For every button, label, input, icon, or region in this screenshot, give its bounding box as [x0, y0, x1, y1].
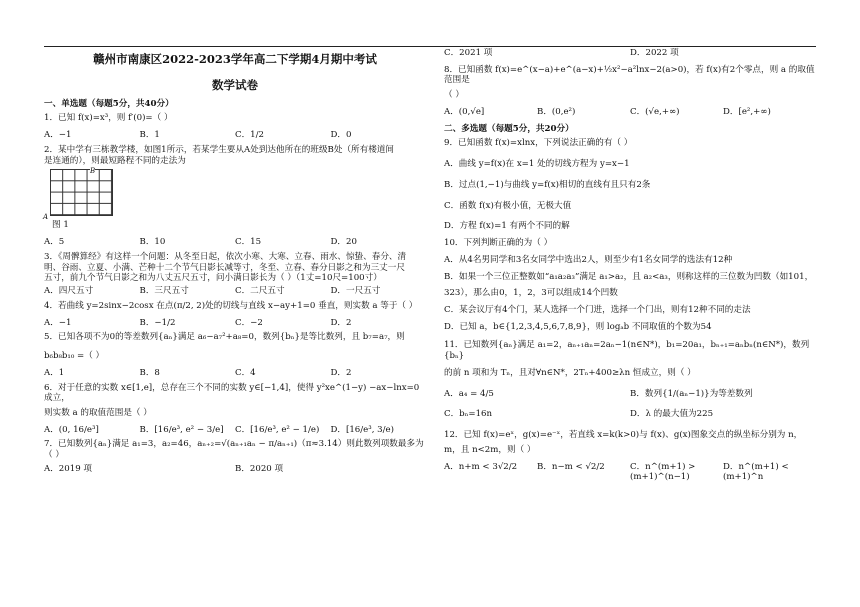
left-column [44, 48, 426, 475]
option-d: D．一尺五寸 [330, 286, 381, 297]
option-d: D．20 [330, 237, 357, 248]
option-a: A．(0, 16/e³] [44, 424, 99, 435]
option-d: D．已知 a，b∈{1,2,3,4,5,6,7,8,9}，则 logₐb 不同取值的个数为54 [444, 321, 712, 332]
question-4 [44, 301, 426, 328]
question-8 [444, 65, 816, 118]
question-3 [44, 252, 426, 297]
question-11 [444, 340, 816, 420]
question-7 [44, 439, 426, 474]
question-stem: 4．若曲线 y=2sinx−2cosx 在点(π/2, 2)处的切线与直线 x−ay+1=0 垂直，则实数 a 等于（ ） [44, 300, 418, 311]
question-stem: 9．已知函数 f(x)=xlnx，下列说法正确的有（ ） [444, 138, 633, 149]
option-c: C．−2 [235, 317, 263, 328]
question-stem: b₆b₈b₁₀ =（ ） [44, 351, 105, 362]
grid-label-b: B [90, 167, 96, 176]
question-stem: 是连通的），则最短路程不同的走法为 [44, 155, 186, 166]
question-5 [44, 332, 426, 378]
option-a: A．曲线 y=f(x)在 x=1 处的切线方程为 y=x−1 [444, 159, 630, 170]
question-stem: 11．已知数列{aₙ}满足 a₁=2，aₙ₊₁aₙ=2aₙ−1(n∈N*)，b₁=20a₁，bₙ₊₁=aₙbₙ(n∈N*)，数列{bₙ} [444, 340, 810, 362]
option-b: B．数列{1/(aₙ−1)}为等差数列 [630, 388, 753, 399]
option-a: A．−1 [44, 317, 72, 328]
question-stem: 3．《周髀算经》有这样一个问题：从冬至日起，依次小寒、大寒、立春、雨水、惊蛰、春分、清 [44, 251, 407, 262]
question-1 [44, 113, 426, 140]
option-d: D．2 [330, 317, 352, 328]
option-b: B．三尺五寸 [139, 286, 189, 297]
question-6 [44, 383, 426, 436]
option-c: C．某会议厅有4个门，某人选择一个门进，选择一个门出，则有12种不同的走法 [444, 305, 751, 316]
option-b: B．−1/2 [139, 317, 176, 328]
option-a: A．(0,√e] [444, 106, 485, 117]
option-b: B．[16/e³, e² − 3/e] [139, 424, 224, 435]
option-c: C．1/2 [235, 130, 264, 141]
option-b: B．2020 项 [235, 463, 284, 474]
option-a: A．a₄ = 4/5 [444, 388, 494, 399]
option-d: D．0 [330, 130, 352, 141]
option-b: B．过点(1,−1)与曲线 y=f(x)相切的直线有且只有2条 [444, 179, 651, 190]
question-10 [444, 238, 816, 332]
option-a: A．从4名男同学和3名女同学中选出2人，则至少有1名女同学的选法有12种 [444, 254, 733, 265]
option-d: D．方程 f(x)=1 有两个不同的解 [444, 221, 570, 232]
grid-figure [43, 167, 113, 221]
option-a: A．−1 [44, 130, 72, 141]
header-rule [44, 46, 816, 47]
question-stem: 7．已知数列{aₙ}满足 a₁=3，a₂=46，aₙ₊₂=√(aₙ₊₁aₙ − π/aₙ₊₁)（π≈3.14）则此数列项数最多为（ ） [44, 439, 424, 461]
exam-subtitle: 数学试卷 [212, 78, 258, 93]
right-column [444, 48, 816, 483]
question-stem: 2．某中学有三栋教学楼，如图1所示，若某学生要从A处到达他所在的班级B处（所有楼道间 [44, 144, 395, 155]
option-c: C．4 [235, 367, 256, 378]
grid-label-a: A [43, 212, 49, 221]
option-c: C．二尺五寸 [235, 286, 285, 297]
option-c: C．函数 f(x)有极小值，无极大值 [444, 200, 572, 211]
question-stem: 6．对于任意的实数 x∈[1,e]，总存在三个不同的实数 y∈[−1,4]，使得 y²xe^(1−y) −ax−lnx=0 成立， [44, 382, 420, 404]
question-stem: 5．已知各项不为0的等差数列{aₙ}满足 a₆−a₇²+a₈=0，数列{bₙ}是等比数列，且 b₇=a₇，则 [44, 332, 405, 343]
option-b: B．(0,e²) [537, 106, 576, 117]
option-d: D．[16/e³, 3/e) [330, 424, 394, 435]
option-d: D．2022 项 [630, 48, 679, 58]
question-12 [444, 430, 816, 483]
question-2 [44, 145, 426, 248]
option-b: B．如果一个三位正整数如“a₁a₂a₃”满足 a₁>a₂，且 a₂<a₃，则称这样的三位数为凹数（如101， [444, 271, 814, 282]
question-9 [444, 138, 816, 232]
option-a: A．1 [44, 367, 65, 378]
question-paren: （ ） [444, 90, 464, 101]
option-b: B．n−m < √2/2 [537, 461, 605, 472]
option-b-continued: 323），那么由0，1，2，3可以组成14个凹数 [444, 288, 618, 299]
option-b: B．8 [139, 367, 160, 378]
question-stem: 8．已知函数 f(x)=e^(x−a)+e^(a−x)+½x²−a²lnx−2(a>0)，若 f(x)有2个零点，则 a 的取值范围是 [444, 64, 815, 86]
option-b: B．10 [139, 237, 166, 248]
question-stem: 的前 n 项和为 Tₙ，且对∀n∈N*，2Tₙ+400≥λn 恒成立，则（ ） [444, 367, 696, 378]
option-b: B．1 [139, 130, 160, 141]
question-stem: 12．已知 f(x)=eˣ，g(x)=e⁻ˣ，若直线 x=k(k>0)与 f(x)、g(x)图象交点的纵坐标分别为 n， [444, 430, 803, 441]
option-c: C．n^(m+1) > (m+1)^(n−1) [630, 461, 696, 483]
section-single-choice: 一、单选题（每题5分，共40分） [44, 98, 174, 109]
option-d: D．λ 的最大值为225 [630, 409, 714, 420]
option-d: D．[e²,+∞) [723, 106, 771, 117]
figure-caption: 图 1 [52, 220, 69, 231]
option-a: A．5 [44, 237, 65, 248]
question-stem: 则实数 a 的取值范围是（ ） [44, 407, 152, 418]
option-d: D．n^(m+1) < (m+1)^n [723, 461, 789, 483]
option-c: C．[16/e³, e² − 1/e) [235, 424, 320, 435]
option-c: C．2021 项 [444, 48, 493, 58]
question-stem: 10．下列判断正确的为（ ） [444, 238, 553, 249]
question-stem: 明、谷雨、立夏、小满、芒种十二个节气日影长减等寸，冬至、立春、春分日影之和为三丈一尺 [44, 262, 405, 273]
option-c: C．bₙ=16n [444, 409, 493, 420]
option-c: C．(√e,+∞) [630, 106, 680, 117]
option-a: A．2019 项 [44, 463, 92, 474]
option-a: A．四尺五寸 [44, 286, 94, 297]
option-c: C．15 [235, 237, 262, 248]
question-stem: m，且 n<2m，则（ ） [444, 444, 536, 455]
option-a: A．n+m < 3√2/2 [444, 461, 518, 472]
question-stem: 五寸，前九个节气日影之和为八丈五尺五寸，问小满日影长为（ ）（1丈=10尺=100寸） [44, 273, 382, 284]
exam-title: 赣州市南康区2022-2023学年高二下学期4月期中考试 [93, 52, 377, 66]
option-d: D．2 [330, 367, 352, 378]
question-stem: 1．已知 f(x)=x³，则 f′(0)=（ ） [44, 113, 173, 124]
section-multiple-choice: 二、多选题（每题5分，共20分） [444, 123, 574, 134]
